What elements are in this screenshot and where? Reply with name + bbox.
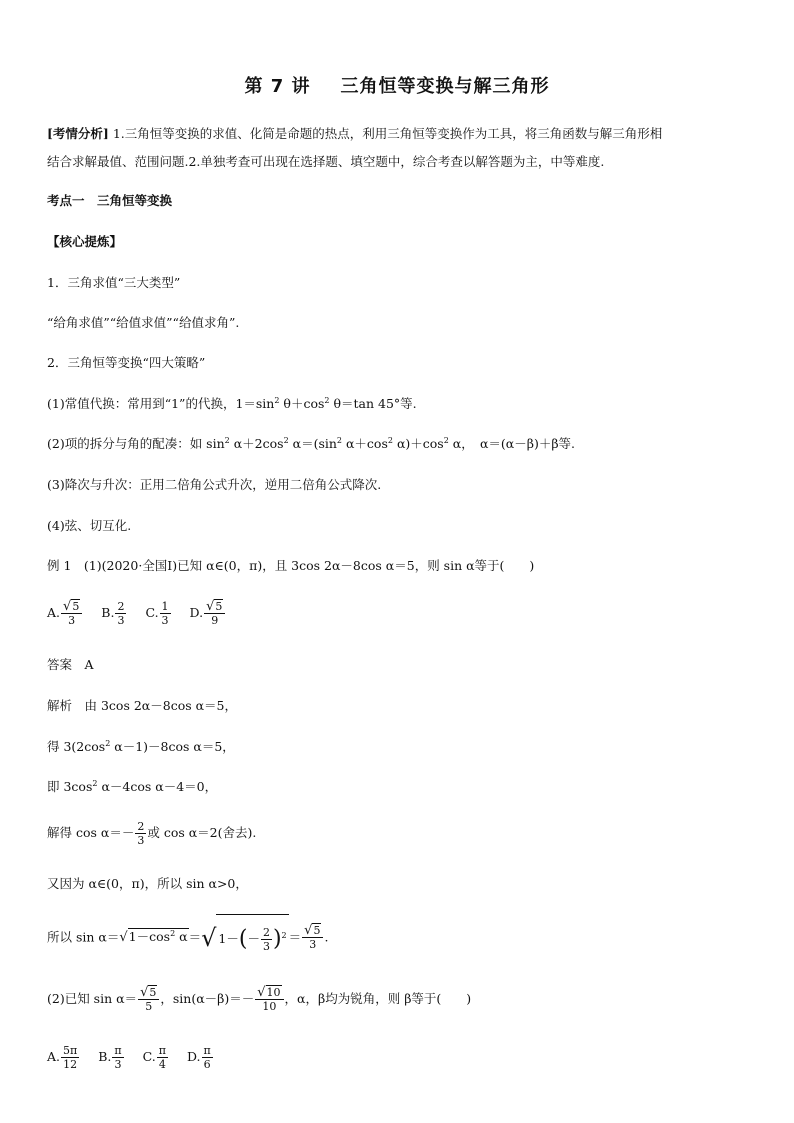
- solution-step-5: 又因为 α∈(0，π)，所以 sin α>0，: [47, 876, 248, 891]
- point-1-detail: “给角求值”“给值求值”“给值求角”.: [47, 315, 240, 330]
- option-d: D. $\frac{√5}{9}$: [190, 598, 227, 628]
- example-2-question: (2)已知 sin α＝ $\frac{√5}{5}$ ，sin(α－β)＝－ $\frac{√10}{10}$ ，α，β均为锐角，则 β等于( ): [47, 985, 472, 1013]
- intro-line-1: [47, 126, 747, 142]
- solution-step-4: 解得 cos α＝－ $\frac{2}{3}$ 或 cos α＝2(舍去).: [47, 820, 257, 847]
- point-1: 1．三角求值“三大类型”: [47, 275, 181, 290]
- intro-tag: [考情分析]: [47, 126, 109, 141]
- example-1-options: [47, 598, 747, 628]
- option-c: C. $\frac{\pi}{4}$: [142, 1044, 166, 1071]
- title-topic: 三角恒等变换与解三角形: [340, 76, 550, 97]
- option-b: B. $\frac{\pi}{3}$: [98, 1044, 122, 1071]
- answer: 答案 A: [47, 657, 94, 672]
- solution-step-6: 所以 $\sin \alpha=√1-\cos^2$ α＝√ 1－(－ $\frac{2}{3}$ )$^2$ ＝ $\frac{√5}{3}$ .: [47, 914, 747, 962]
- option-c: C. $\frac{1}{3}$: [145, 600, 169, 627]
- strategy-3: (3)降次与升次：正用二倍角公式升次，逆用二倍角公式降次.: [47, 477, 382, 492]
- title-lecture-number: 第 7 讲: [244, 76, 311, 97]
- option-b: B. $\frac{2}{3}$: [101, 600, 125, 627]
- option-d: D. $\frac{\pi}{6}$: [186, 1044, 211, 1071]
- option-a: A. $\frac{√5}{3}$: [47, 598, 83, 628]
- option-a: A. $\frac{5\pi}{12}$: [47, 1044, 78, 1071]
- solution-step-2: 得 $3(2\cos^2$ α－1)－8cos α＝5，: [47, 738, 235, 754]
- strategy-2: (2)项的拆分与角的配凑：如 $\sin^2 \alpha+2\cos^2$ $\alpha=(\sin^2$ $\alpha+\cos^2$ $\alpha)+\cos^2$ α， α＝(α－β)＋β等.: [47, 435, 576, 451]
- example-2-options: [47, 1040, 747, 1074]
- point-2: 2．三角恒等变换“四大策略”: [47, 355, 206, 370]
- intro-line-2: 结合求解最值、范围问题.2.单独考查可出现在选择题、填空题中，综合考查以解答题为主，中等难度.: [47, 154, 605, 169]
- section-heading: 考点一 三角恒等变换: [47, 193, 173, 208]
- example-1-question: 例 1 (1)(2020·全国Ⅰ)已知 α∈(0，π)，且 3cos 2α－8cos α＝5，则 sin α等于( ): [47, 558, 535, 573]
- strategy-1: (1)常值代换：常用到“1”的代换，$1=\sin^2$ $\theta+\cos^2$ θ＝tan 45°等.: [47, 395, 417, 411]
- strategy-4: (4)弦、切互化.: [47, 518, 132, 533]
- core-summary-heading: 【核心提炼】: [47, 234, 123, 249]
- solution-step-1: 解析 由 3cos 2α－8cos α＝5，: [47, 698, 237, 713]
- page-title: [0, 72, 794, 98]
- solution-step-3: 即 $3\cos^2$ α－4cos α－4＝0，: [47, 778, 218, 794]
- intro-text-1: 1.三角恒等变换的求值、化简是命题的热点，利用三角恒等变换作为工具，将三角函数与解三角形相: [112, 126, 663, 141]
